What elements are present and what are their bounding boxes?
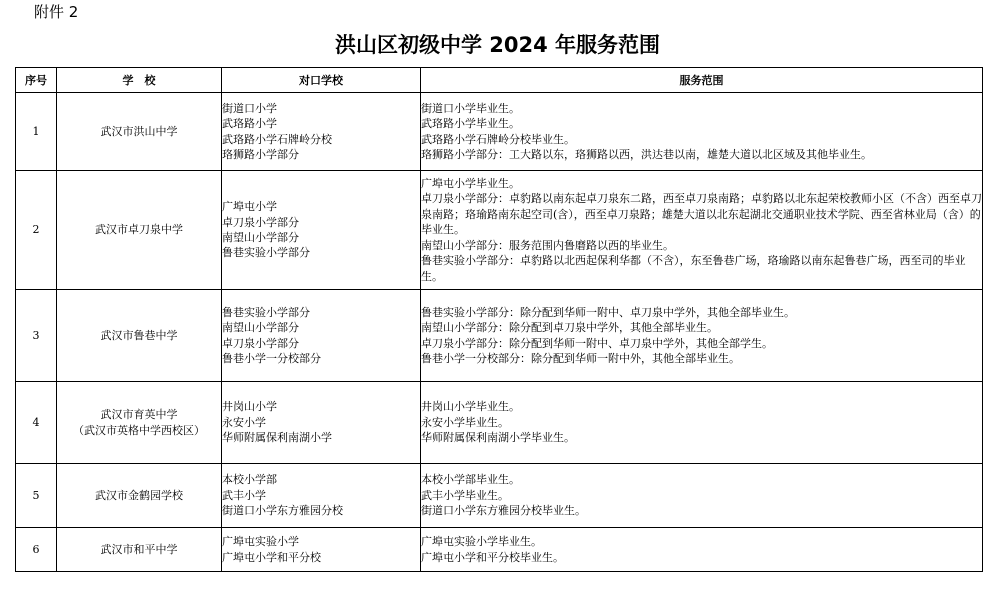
feeder-school: 武珞路小学 bbox=[222, 117, 277, 131]
range-item: 南望山小学部分：服务范围内鲁磨路以西的毕业生。 bbox=[421, 238, 674, 252]
range-item: 武丰小学毕业生。 bbox=[421, 488, 509, 502]
feeder-school: 本校小学部 bbox=[222, 473, 277, 487]
row-number: 1 bbox=[16, 93, 57, 171]
range-item: 广埠屯实验小学毕业生。 bbox=[421, 535, 542, 549]
range-item: 鲁巷小学一分校部分：除分配到华师一附中外，其他全部毕业生。 bbox=[421, 351, 740, 365]
range-item: 广埠屯小学毕业生。 bbox=[421, 177, 520, 191]
table-header-row bbox=[16, 68, 983, 93]
table-row bbox=[16, 171, 983, 290]
service-range bbox=[421, 290, 983, 382]
range-item: 卓刀泉小学部分：除分配到华师一附中、卓刀泉中学外，其他全部学生。 bbox=[421, 336, 773, 350]
row-number: 4 bbox=[16, 382, 57, 464]
feeder-schools bbox=[222, 171, 421, 290]
feeder-school: 鲁巷实验小学部分 bbox=[222, 246, 310, 260]
service-range bbox=[421, 93, 983, 171]
school-name bbox=[57, 93, 222, 171]
table-row bbox=[16, 93, 983, 171]
school-name bbox=[57, 171, 222, 290]
feeder-school: 广埠屯小学 bbox=[222, 200, 277, 214]
row-number: 3 bbox=[16, 290, 57, 382]
school-name bbox=[57, 464, 222, 528]
feeder-school: 街道口小学东方雅园分校 bbox=[222, 504, 343, 518]
service-range bbox=[421, 382, 983, 464]
feeder-school: 永安小学 bbox=[222, 415, 266, 429]
school-name-line: 武汉市金鹤园学校 bbox=[95, 488, 183, 502]
feeder-school: 鲁巷实验小学部分 bbox=[222, 305, 310, 319]
feeder-schools bbox=[222, 382, 421, 464]
service-range bbox=[421, 464, 983, 528]
range-item: 广埠屯小学和平分校毕业生。 bbox=[421, 550, 564, 564]
school-name-line: （武汉市英格中学西校区） bbox=[73, 423, 205, 437]
range-item: 鲁巷实验小学部分：卓豹路以北西起保利华都（不含），东至鲁巷广场，珞瑜路以南东起鲁巷广场，西至司的毕业生。 bbox=[421, 254, 966, 283]
school-name-line: 武汉市洪山中学 bbox=[100, 124, 178, 138]
school-name-line: 武汉市卓刀泉中学 bbox=[95, 223, 183, 236]
table-row bbox=[16, 382, 983, 464]
header-range: 服务范围 bbox=[421, 68, 983, 93]
feeder-school: 卓刀泉小学部分 bbox=[222, 336, 299, 350]
service-range bbox=[421, 171, 983, 290]
school-name bbox=[57, 290, 222, 382]
feeder-school: 街道口小学 bbox=[222, 101, 277, 115]
range-item: 井岗山小学毕业生。 bbox=[421, 400, 520, 414]
school-name-line: 武汉市鲁巷中学 bbox=[100, 328, 178, 342]
range-item: 永安小学毕业生。 bbox=[421, 415, 509, 429]
feeder-school: 广埠屯实验小学 bbox=[222, 535, 299, 549]
school-name-line: 武汉市和平中学 bbox=[100, 542, 178, 556]
feeder-schools bbox=[222, 528, 421, 572]
range-item: 武珞路小学石牌岭分校毕业生。 bbox=[421, 132, 575, 146]
feeder-school: 华师附属保利南湖小学 bbox=[222, 431, 332, 445]
range-item: 鲁巷实验小学部分：除分配到华师一附中、卓刀泉中学外，其他全部毕业生。 bbox=[421, 305, 795, 319]
range-item: 武珞路小学毕业生。 bbox=[421, 117, 520, 131]
row-number: 5 bbox=[16, 464, 57, 528]
feeder-school: 珞狮路小学部分 bbox=[222, 147, 299, 161]
range-item: 街道口小学东方雅园分校毕业生。 bbox=[421, 504, 586, 518]
header-no: 序号 bbox=[16, 68, 57, 93]
feeder-schools bbox=[222, 464, 421, 528]
feeder-schools bbox=[222, 93, 421, 171]
feeder-school: 卓刀泉小学部分 bbox=[222, 215, 299, 229]
row-number: 6 bbox=[16, 528, 57, 572]
header-feeder: 对口学校 bbox=[222, 68, 421, 93]
school-name-line: 武汉市育英中学 bbox=[100, 407, 178, 421]
range-item: 华师附属保利南湖小学毕业生。 bbox=[421, 431, 575, 445]
service-range bbox=[421, 528, 983, 572]
table-row bbox=[16, 290, 983, 382]
table-row bbox=[16, 528, 983, 572]
range-item: 本校小学部毕业生。 bbox=[421, 473, 520, 487]
feeder-school: 井岗山小学 bbox=[222, 400, 277, 414]
feeder-school: 南望山小学部分 bbox=[222, 231, 299, 244]
service-range-table bbox=[15, 67, 983, 572]
feeder-school: 南望山小学部分 bbox=[222, 321, 299, 335]
feeder-school: 武珞路小学石牌岭分校 bbox=[222, 132, 332, 146]
row-number: 2 bbox=[16, 171, 57, 290]
range-item: 街道口小学毕业生。 bbox=[421, 101, 520, 115]
attachment-label: 附件 2 bbox=[34, 3, 79, 21]
school-name bbox=[57, 382, 222, 464]
feeder-school: 广埠屯小学和平分校 bbox=[222, 550, 321, 564]
feeder-schools bbox=[222, 290, 421, 382]
range-item: 卓刀泉小学部分：卓豹路以南东起卓刀泉东二路，西至卓刀泉南路；卓豹路以北东起荣校教师小区（不含）西至卓刀泉南路；珞瑜路南东起空司(含），西至卓刀泉路；雄楚大道以北东起湖北交通职业技术学院、西至省林业局（含）的毕业生。 bbox=[421, 192, 982, 237]
table-row bbox=[16, 464, 983, 528]
header-school: 学 校 bbox=[57, 68, 222, 93]
school-name bbox=[57, 528, 222, 572]
range-item: 珞狮路小学部分：工大路以东，珞狮路以西，洪达巷以南，雄楚大道以北区域及其他毕业生。 bbox=[421, 147, 872, 161]
feeder-school: 武丰小学 bbox=[222, 488, 266, 502]
page-title: 洪山区初级中学 2024 年服务范围 bbox=[334, 33, 661, 57]
range-item: 南望山小学部分：除分配到卓刀泉中学外，其他全部毕业生。 bbox=[421, 321, 718, 335]
feeder-school: 鲁巷小学一分校部分 bbox=[222, 351, 321, 365]
